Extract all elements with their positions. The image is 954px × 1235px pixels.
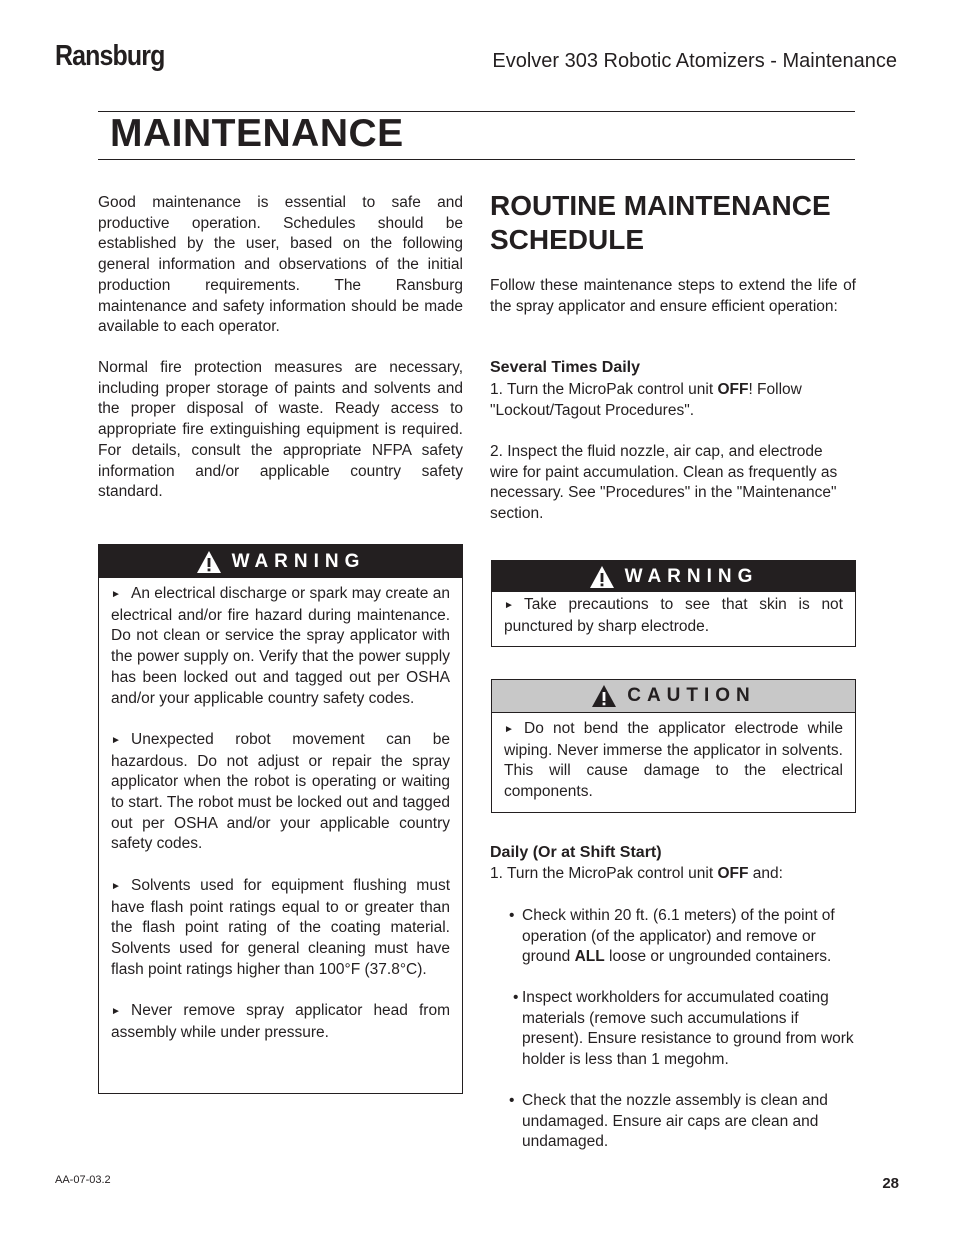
routine-intro: Follow these maintenance steps to extend the life of the spray applicator and ensure efficient operation: bbox=[490, 277, 856, 315]
intro-paragraph: Good maintenance is essential to safe and productive operation. Schedules should be established by the user, based on the following general information and observations of the initial production requirements. The Ransburg maintenance and safety information should be made available to each operator. bbox=[98, 194, 463, 336]
brand-logo: Ransburg bbox=[55, 40, 165, 72]
warning-item: ► Take precautions to see that skin is not punctured by sharp electrode. bbox=[504, 596, 843, 635]
caution-header bbox=[492, 680, 855, 713]
page-number: 28 bbox=[882, 1175, 899, 1192]
several-times-daily-heading: Several Times Daily bbox=[490, 359, 641, 376]
bullet-dot: • bbox=[509, 907, 515, 924]
warning-body bbox=[492, 592, 855, 637]
warning-item: ► Solvents used for equipment flushing must have flash point ratings equal to or greater than the flash point rating of the coating material. Solvents used for general cleaning must have flash point ratings higher than 100°F (37.8°C). bbox=[111, 876, 450, 978]
several-times-step-2: 2. Inspect the fluid nozzle, air cap, and electrode wire for paint accumulation. Clean as frequently as necessary. See "Procedures" in the "Maintenance" section. bbox=[490, 443, 838, 523]
arrow-bullet-icon: ► bbox=[111, 589, 121, 600]
warning-item: ► An electrical discharge or spark may create an electrical and/or fire hazard during maintenance. Do not clean or service the spray applicator with the power supply on. Verify that the power supply has been locked out and tagged out per OSHA and/or your applicable country safety codes. bbox=[111, 585, 450, 707]
document-number: AA-07-03.2 bbox=[55, 1174, 111, 1186]
caution-body bbox=[492, 713, 855, 803]
daily-bullet-2: • Inspect workholders for accumulated coating materials (remove such accumulations if present). Ensure resistance to ground from work holder is less than 1 megohm. bbox=[513, 989, 854, 1069]
bullet-dot: • bbox=[513, 989, 519, 1006]
caution-triangle-icon bbox=[591, 684, 617, 708]
arrow-bullet-icon: ► bbox=[111, 1006, 121, 1018]
caution-label: CAUTION bbox=[627, 685, 756, 706]
warning-header bbox=[99, 545, 462, 578]
daily-bullet-1: • Check within 20 ft. (6.1 meters) of the point of operation (of the applicator) and remove or ground ALL loose or ungrounded containers. bbox=[509, 907, 835, 966]
arrow-bullet-icon: ► bbox=[111, 880, 121, 892]
bullet-dot: • bbox=[509, 1092, 515, 1109]
daily-step-1: 1. Turn the MicroPak control unit OFF and: bbox=[490, 865, 783, 882]
caution-item: ► Do not bend the applicator electrode while wiping. Never immerse the applicator in solvents. This will cause damage to the electrical components. bbox=[504, 720, 843, 801]
title-rule-bottom bbox=[98, 159, 855, 160]
several-times-step-1: 1. Turn the MicroPak control unit OFF! Follow "Lockout/Tagout Procedures". bbox=[490, 381, 802, 419]
document-title: Evolver 303 Robotic Atomizers - Maintenance bbox=[492, 50, 897, 72]
warning-label: WARNING bbox=[624, 565, 759, 587]
page-title: MAINTENANCE bbox=[110, 112, 404, 155]
arrow-bullet-icon: ► bbox=[504, 600, 514, 611]
caution-box bbox=[491, 679, 856, 813]
daily-heading: Daily (Or at Shift Start) bbox=[490, 844, 662, 861]
arrow-bullet-icon: ► bbox=[504, 724, 514, 735]
warning-header bbox=[492, 561, 855, 592]
arrow-bullet-icon: ► bbox=[111, 734, 121, 746]
daily-bullet-3: • Check that the nozzle assembly is clean and undamaged. Ensure air caps are clean and undamaged. bbox=[509, 1092, 828, 1151]
warning-body bbox=[99, 578, 462, 1043]
warning-box-right bbox=[491, 560, 856, 647]
warning-item: ► Never remove spray applicator head from assembly while under pressure. bbox=[111, 1002, 450, 1041]
section-title: ROUTINE MAINTENANCE SCHEDULE bbox=[490, 190, 831, 255]
warning-triangle-icon bbox=[589, 565, 615, 589]
warning-box-left bbox=[98, 544, 463, 1094]
warning-label: WARNING bbox=[231, 550, 366, 572]
warning-item: ► Unexpected robot movement can be hazardous. Do not adjust or repair the spray applicator when the robot is operating or waiting to start. The robot must be locked out and tagged out per OSHA and/or your applicable country safety codes. bbox=[111, 730, 450, 853]
warning-triangle-icon bbox=[196, 550, 222, 574]
fire-protection-paragraph: Normal fire protection measures are necessary, including proper storage of paints and solvents and the proper disposal of waste. Ready access to appropriate fire extinguishing equipment is required. For details, consult the appropriate NFPA safety information and/or applicable country safety standard. bbox=[98, 359, 463, 501]
